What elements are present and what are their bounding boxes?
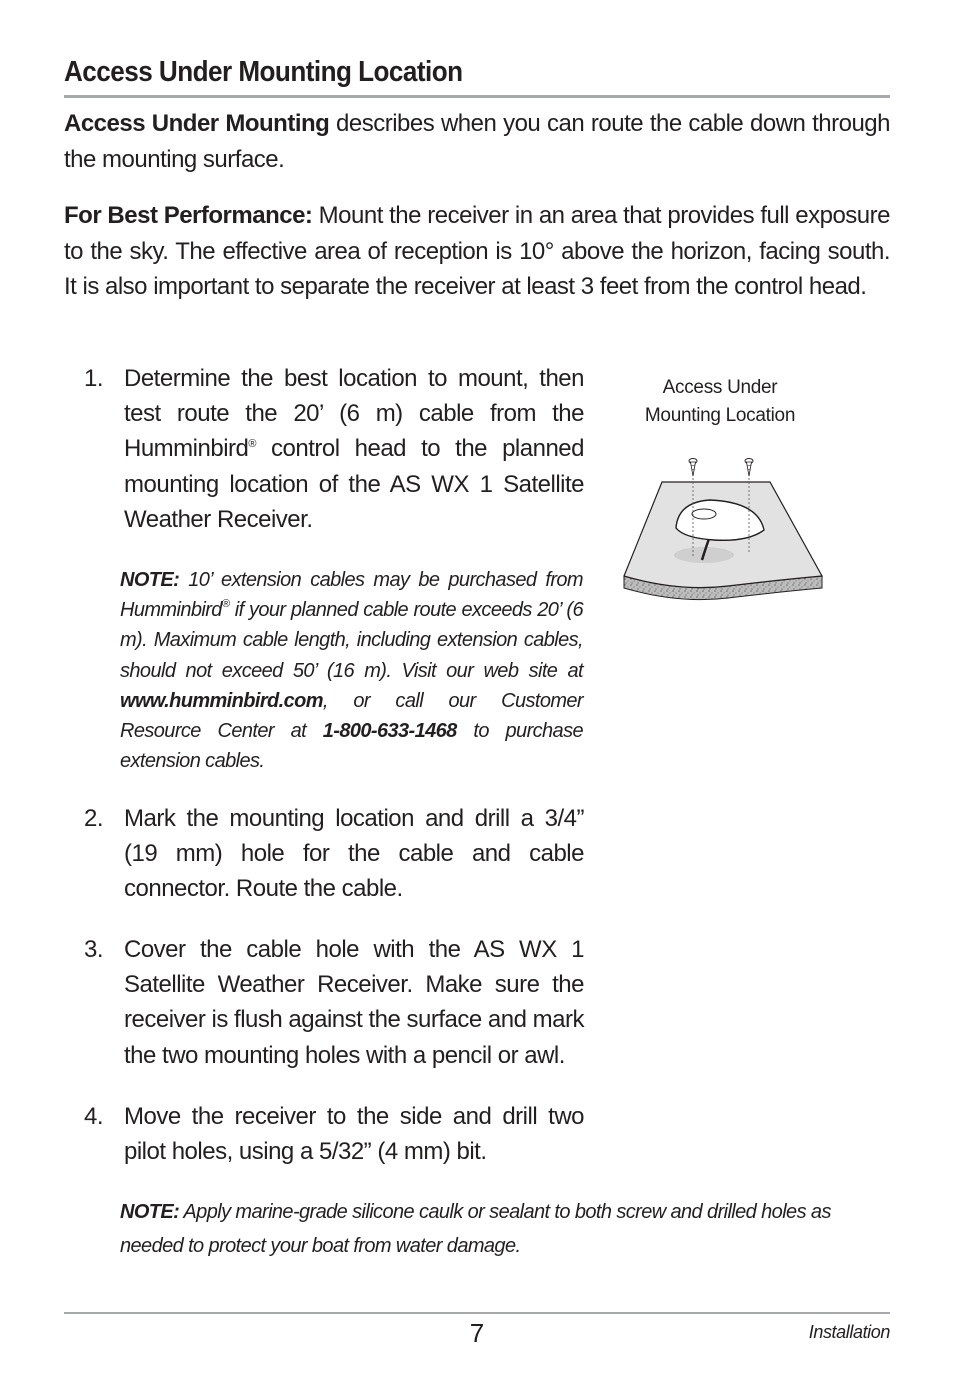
performance-label: For Best Performance: — [64, 202, 313, 229]
step-number: 4. — [84, 1103, 104, 1130]
step-item-2 — [84, 801, 584, 907]
page-number: 7 — [469, 1318, 485, 1348]
step-text: Cover the cable hole with the AS WX 1 Satellite Weather Receiver. Make sure the receiver is flush against the surface and mark the two mounting holes with a pencil or awl. — [124, 936, 584, 1069]
title-rule — [64, 95, 890, 98]
intro-paragraph — [64, 106, 890, 177]
screw-icon-right — [745, 459, 753, 477]
intro-term: Access Under Mounting — [64, 110, 330, 137]
screw-icon-left — [689, 459, 697, 477]
mounting-illustration — [618, 452, 830, 604]
note-label: NOTE: — [120, 1201, 180, 1223]
step-item-1 — [84, 361, 584, 537]
intro-text: describes when you can route the cable down through the mounting surface. — [64, 110, 890, 173]
step-item-3 — [84, 932, 584, 1073]
footer-rule — [64, 1312, 890, 1314]
performance-text: Mount the receiver in an area that provides full exposure to the sky. The effective area of reception is 10° above the horizon, facing south. It is also important to separate the receiver at least 3 feet from the control head. — [64, 202, 890, 300]
step-text: Determine the best location to mount, then test route the 20’ (6 m) cable from the Humminbird® control head to the planned mounting location of the AS WX 1 Satellite Weather Receiver. — [124, 365, 584, 533]
note-extension-cables: NOTE: 10’ extension cables may be purchased from Humminbird® if your planned cable route exceeds 20’ (6 m). Maximum cable length, including extension cables, should not exceed 50’ (16 m). Visit our web site at www.humminbird.com, or call our Customer Resource Center at 1-800-633-1468 to purchase extension cables. — [120, 569, 583, 773]
step-text: Mark the mounting location and drill a 3/4” (19 mm) hole for the cable and cable connector. Route the cable. — [124, 805, 584, 903]
step-number: 1. — [84, 365, 104, 392]
page-title: Access Under Mounting Location — [64, 56, 463, 88]
step-number: 3. — [84, 936, 104, 963]
registered-mark: ® — [221, 598, 230, 611]
step-item-4 — [84, 1099, 584, 1169]
note-sealant: NOTE: Apply marine-grade silicone caulk or sealant to both screw and drilled holes as needed to protect your boat from water damage. — [120, 1201, 831, 1257]
registered-mark: ® — [248, 438, 256, 451]
phone-number: 1-800-633-1468 — [322, 720, 457, 743]
performance-paragraph — [64, 198, 890, 305]
step-number: 2. — [84, 805, 104, 832]
section-name: Installation — [808, 1322, 890, 1342]
step-text: Move the receiver to the side and drill two pilot holes, using a 5/32” (4 mm) bit. — [124, 1103, 584, 1166]
figure-caption: Access Under Mounting Location — [644, 377, 796, 426]
website-link[interactable]: www.humminbird.com — [120, 689, 323, 712]
note-label: NOTE: — [120, 569, 180, 591]
